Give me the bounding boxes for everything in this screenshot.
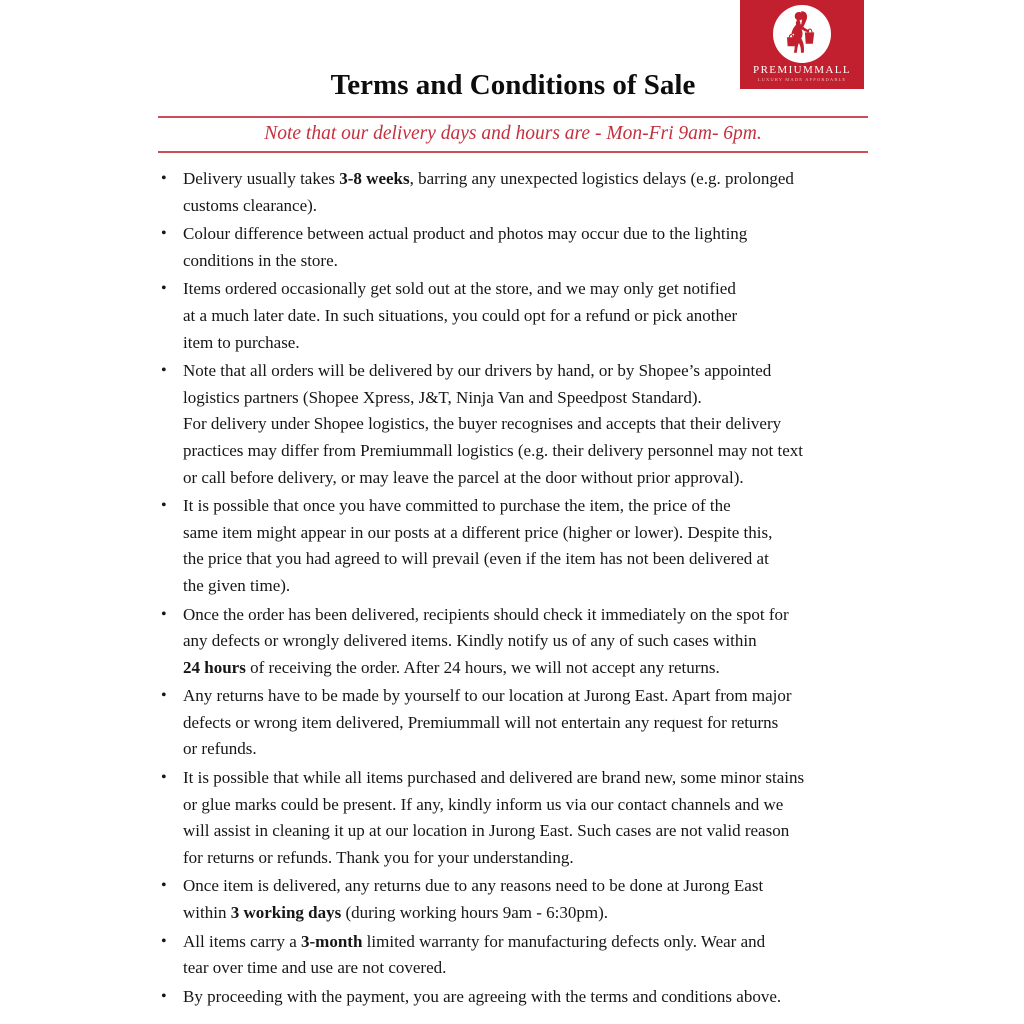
- terms-item-text: Once the order has been delivered, recipients should check it immediately on the spot for any defects or wrongly delivered items. Kindly notify us of any of such cases within 24 hours of receiving the order. After 24 hours, we will not accept any returns.: [183, 604, 789, 677]
- terms-item-text: Items ordered occasionally get sold out at the store, and we may only get notified at a much later date. In such situations, you could opt for a refund or pick another item to purchase.: [183, 279, 738, 352]
- terms-item: [158, 683, 868, 763]
- terms-item: [158, 984, 868, 1011]
- terms-list: [158, 166, 868, 1010]
- terms-item: [158, 221, 868, 274]
- bullet-marker-icon: •: [161, 877, 167, 895]
- terms-item-text: By proceeding with the payment, you are agreeing with the terms and conditions above.: [183, 986, 782, 1006]
- bullet-marker-icon: •: [161, 769, 167, 787]
- bullet-marker-icon: •: [161, 497, 167, 515]
- bullet-marker-icon: •: [161, 170, 167, 187]
- page-title: Terms and Conditions of Sale: [330, 69, 696, 101]
- terms-item-text: It is possible that once you have committed to purchase the item, the price of the same item might appear in our posts at a different price (higher or lower). Despite this, the price that you had agreed to will prevail (even if the item has not been delivered at the given time).: [183, 496, 773, 595]
- bullet-marker-icon: •: [161, 987, 167, 1005]
- bullet-marker-icon: •: [161, 362, 167, 380]
- bullet-marker-icon: •: [161, 225, 167, 243]
- terms-item: [158, 602, 868, 682]
- notice-rule-bottom: [158, 151, 868, 153]
- logo-tagline-text: LUXURY MADE AFFORDABLE: [757, 77, 847, 82]
- terms-item-text: It is possible that while all items purchased and delivered are brand new, some minor stains or glue marks could be present. If any, kindly inform us via our contact channels and we will assist in cleaning it up at our location in Jurong East. Such cases are not valid reason for returns or refunds. Thank you for your understanding.: [183, 768, 805, 867]
- bullet-marker-icon: •: [161, 687, 167, 705]
- bullet-marker-icon: •: [161, 605, 167, 623]
- terms-item: [158, 166, 868, 219]
- bullet-marker-icon: •: [161, 932, 167, 950]
- terms-item: [158, 493, 868, 599]
- terms-item-text: Any returns have to be made by yourself to our location at Jurong East. Apart from major defects or wrong item delivered, Premiummall will not entertain any request for returns or refunds.: [183, 686, 792, 759]
- terms-item-text: All items carry a 3-month limited warranty for manufacturing defects only. Wear and tear over time and use are not covered.: [183, 931, 766, 978]
- terms-item-text: Once item is delivered, any returns due to any reasons need to be done at Jurong East within 3 working days (during working hours 9am - 6:30pm).: [183, 876, 764, 923]
- terms-item-text: Colour difference between actual product and photos may occur due to the lighting conditions in the store.: [183, 224, 748, 270]
- terms-item: [158, 929, 868, 982]
- terms-item: [158, 358, 868, 491]
- terms-item: [158, 765, 868, 871]
- logo-brand-text: PREMIUMMALL: [753, 64, 851, 76]
- document-content: [158, 0, 868, 1012]
- terms-item: [158, 873, 868, 926]
- terms-item: [158, 276, 868, 356]
- terms-item-text: Delivery usually takes 3-8 weeks, barring any unexpected logistics delays (e.g. prolonged customs clearance).: [183, 169, 794, 215]
- terms-item-text: Note that all orders will be delivered by our drivers by hand, or by Shopee’s appointed logistics partners (Shopee Xpress, J&T, Ninja Van and Speedpost Standard). For delivery under Shopee logistics, the buyer recognises and accepts that their delivery practices may differ from Premiummall logistics (e.g. their delivery personnel may not text or call before delivery, or may leave the parcel at the door without prior approval).: [183, 361, 804, 487]
- bullet-marker-icon: •: [161, 280, 167, 298]
- delivery-notice: Note that our delivery days and hours are - Mon-Fri 9am- 6pm.: [264, 123, 762, 144]
